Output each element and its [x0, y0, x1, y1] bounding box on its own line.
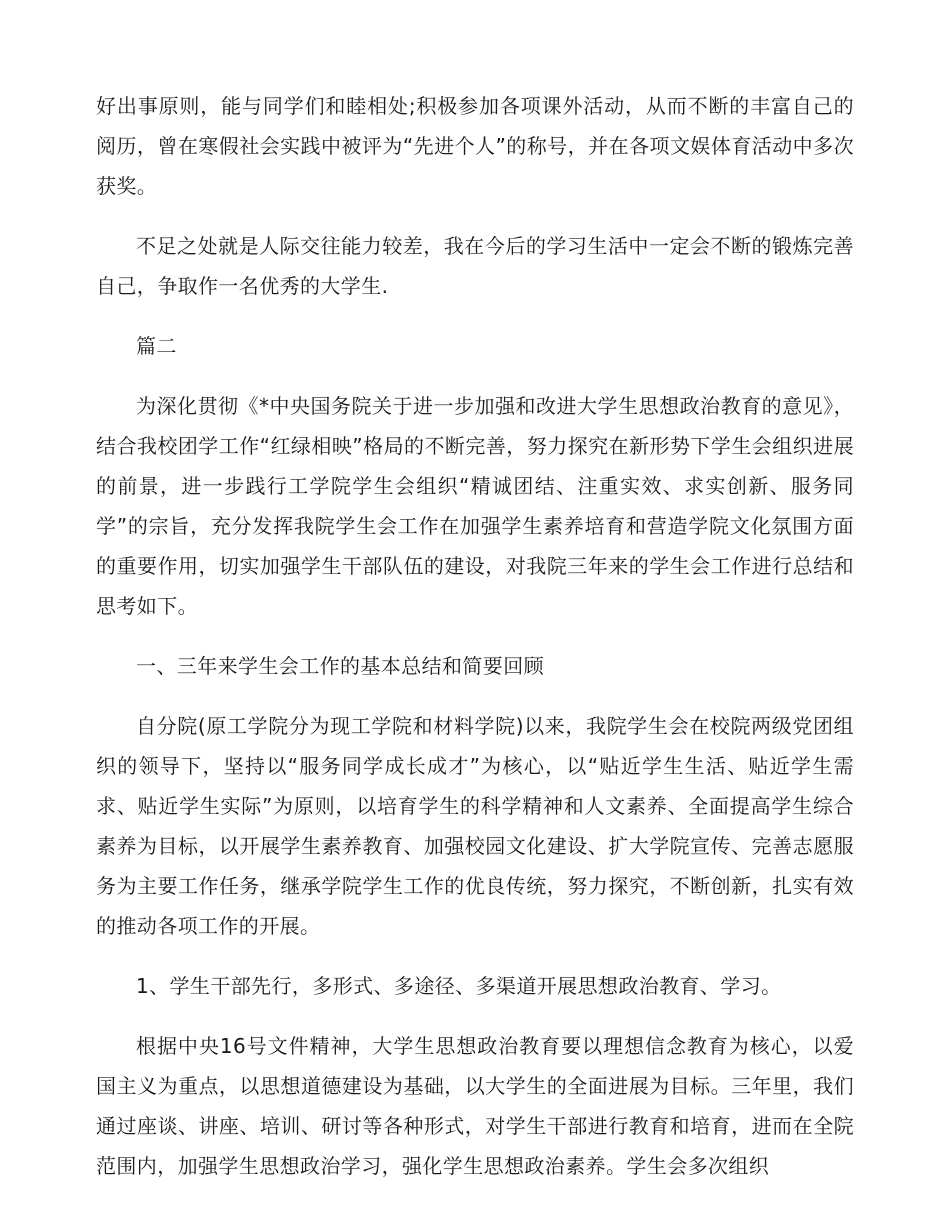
list-heading-1: 1、学生干部先行，多形式、多途径、多渠道开展思想政治教育、学习。: [136, 974, 782, 998]
paragraph-3: 为深化贯彻《*中央国务院关于进一步加强和改进大学生思想政治教育的意见》，结合我校团学工作“红绿相映”格局的不断完善，努力探究在新形势下学生会组织进展的前景，进一步践行工学院学生会组织“精诚团结、注重实效、求实创新、服务同学”的宗旨，充分发挥我院学生会工作在加强学生素养培育和营造学院文化氛围方面的重要作用，切实加强学生干部队伍的建设，对我院三年来的学生会工作进行总结和思考如下。: [96, 394, 854, 618]
paragraph-2: 不足之处就是人际交往能力较差，我在今后的学习生活中一定会不断的锻炼完善自己，争取作一名优秀的大学生.: [96, 234, 854, 298]
paragraph-5: 根据中央16号文件精神，大学生思想政治教育要以理想信念教育为核心，以爱国主义为重点，以思想道德建设为基础，以大学生的全面进展为目标。三年里，我们通过座谈、讲座、培训、研讨等各种形式，对学生干部进行教育和培育，进而在全院范围内，加强学生思想政治学习，强化学生思想政治素养。学生会多次组织: [96, 1034, 854, 1178]
paragraph-1: 好出事原则，能与同学们和睦相处;积极参加各项课外活动，从而不断的丰富自己的阅历，曾在寒假社会实践中被评为“先进个人”的称号，并在各项文娱体育活动中多次获奖。: [96, 94, 854, 198]
paragraph-4: 自分院(原工学院分为现工学院和材料学院)以来，我院学生会在校院两级党团组织的领导下，坚持以“服务同学成长成才”为核心，以“贴近学生生活、贴近学生需求、贴近学生实际”为原则，以培育学生的科学精神和人文素养、全面提高学生综合素养为目标，以开展学生素养教育、加强校园文化建设、扩大学院宣传、完善志愿服务为主要工作任务，继承学院学生工作的优良传统，努力探究，不断创新，扎实有效的推动各项工作的开展。: [96, 714, 854, 938]
section-heading-review: 一、三年来学生会工作的基本总结和简要回顾: [136, 654, 544, 678]
section-heading-part-two: 篇二: [136, 334, 177, 358]
